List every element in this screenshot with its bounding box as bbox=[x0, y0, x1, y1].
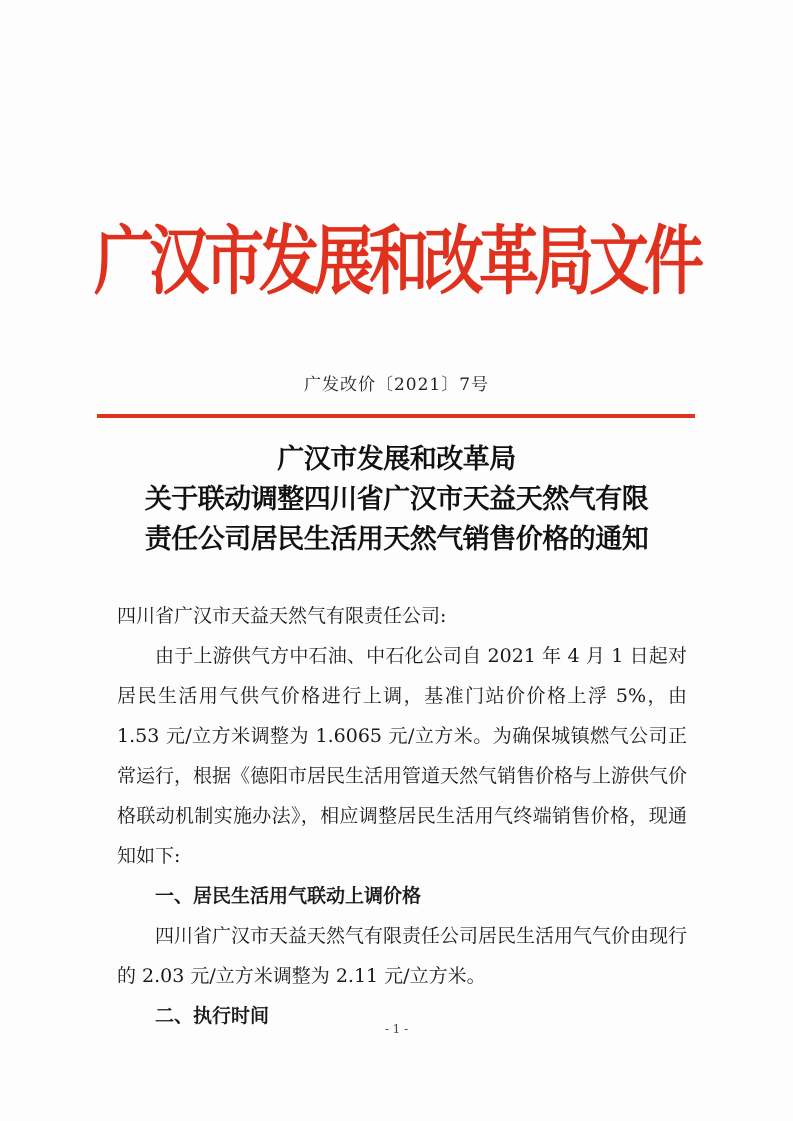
title-line-3: 责任公司居民生活用天然气销售价格的通知 bbox=[144, 524, 649, 555]
title-line-2: 关于联动调整四川省广汉市天益天然气有限 bbox=[144, 484, 649, 515]
notice-title bbox=[90, 440, 703, 560]
section-heading-effective-date: 二、执行时间 bbox=[155, 1005, 270, 1027]
salutation: 四川省广汉市天益天然气有限责任公司: bbox=[117, 605, 447, 627]
section-heading-price: 一、居民生活用气联动上调价格 bbox=[155, 885, 422, 907]
notice-body bbox=[117, 596, 687, 1036]
title-line-1: 广汉市发展和改革局 bbox=[277, 444, 516, 475]
page-number: - 1 - bbox=[384, 1022, 409, 1036]
document-number: 广发改价〔2021〕7号 bbox=[303, 375, 490, 395]
masthead-title: 广汉市发展和改革局文件 bbox=[94, 218, 699, 306]
red-divider-rule bbox=[97, 414, 695, 418]
paragraph-price: 四川省广汉市天益天然气有限责任公司居民生活用气气价由现行的 2.03 元/立方米调整为 2.11 元/立方米。 bbox=[117, 925, 688, 987]
paragraph-background: 由于上游供气方中石油、中石化公司自 2021 年 4 月 1 日起对居民生活用气供气价格进行上调，基准门站价价格上浮 5%，由 1.53 元/立方米调整为 1.6065 元/立方米。为确保城镇燃气公司正常运行，根据《德阳市居民生活用管道天然气销售价格与上游供气价格联动机制实施办法》，相应调整居民生活用气终端销售价格，现通知如下: bbox=[117, 645, 688, 867]
